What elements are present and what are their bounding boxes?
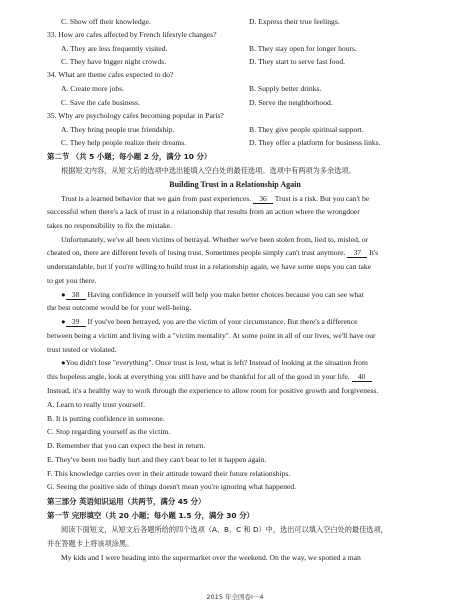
paragraph-line: takes no responsibility to fix the mistake. — [47, 221, 173, 230]
page-footer: 2015 年全国卷Ⅰ－4 — [206, 593, 264, 601]
option-d: D. Express their true feelings. — [249, 17, 340, 26]
paragraph-line: the best outcome would be for your well-being. — [47, 303, 192, 312]
text: Having confidence in yourself will help you make better choices because you can see what — [85, 290, 364, 299]
text: Trust is a learned behavior that we gain from past experiences. — [61, 194, 254, 203]
text: If you've been betrayed, you are the victim of your circumstance. But there's a difference — [85, 317, 358, 326]
choice-item: C. Stop regarding yourself as the victim. — [47, 427, 171, 436]
option-a: A. Create more jobs. — [61, 84, 125, 93]
option-a: A. They bring people true friendship. — [61, 125, 175, 134]
option-d: D. They start to serve fast food. — [249, 57, 346, 66]
blank-39: 39 — [66, 317, 86, 327]
part-instruction: 并在答题卡上将该项涂黑。 — [47, 539, 134, 548]
passage-title: Building Trust in a Relationship Again — [169, 180, 301, 189]
option-a: A. They are less frequently visited. — [61, 44, 168, 53]
option-c: C. Show off their knowledge. — [61, 17, 151, 26]
paragraph-line — [61, 194, 369, 204]
option-d: D. They offer a platform for business links. — [249, 138, 381, 147]
paragraph-line: to get you there. — [47, 276, 97, 285]
paragraph-line: successful when there's a lack of trust in a relationship that results from an action where the wrongdoer — [47, 207, 360, 216]
blank-38: 38 — [66, 290, 86, 300]
option-c: C. Save the cafe business. — [61, 98, 140, 107]
option-c: C. They have bigger night crowds. — [61, 57, 167, 66]
text: cheated on, there are different levels of losing trust. Sometimes people simply can't trust anymore. — [47, 248, 348, 257]
paragraph-line — [61, 317, 357, 327]
sub-heading: 第一节 完形填空（共 20 小题；每小题 1.5 分，满分 30 分） — [47, 511, 254, 520]
paragraph-line: between being a victim and living with a "victim mentality". At some point in all of our lives, we'll have our — [47, 331, 376, 340]
blank-40: 40 — [352, 372, 372, 382]
option-b: B. They stay open for longer hours. — [249, 44, 357, 53]
text: It's — [367, 248, 379, 257]
section-heading: 第二节 （共 5 小题；每小题 2 分，满分 10 分） — [47, 152, 212, 161]
paragraph-line — [47, 248, 378, 258]
bullet-icon: ● — [61, 290, 66, 299]
choice-item: A. Learn to really trust yourself. — [47, 400, 146, 409]
paragraph-line: Unfortunately, we've all been victims of betrayal. Whether we've been stolen from, lied to, misled, or — [61, 235, 369, 244]
option-b: B. They give people spiritual support. — [249, 125, 364, 134]
text: this hopeless angle, look at everything you still have and be thankful for all of the good in your life. — [47, 372, 352, 381]
paragraph-line — [47, 372, 372, 382]
choice-item: E. They've been too badly hurt and they can't bear to let it happen again. — [47, 455, 267, 464]
choice-item: F. This knowledge carries over in their attitude toward their future relationships. — [47, 469, 291, 478]
choice-item: B. It is putting confidence in someone. — [47, 414, 165, 423]
blank-37: 37 — [347, 248, 367, 258]
bullet-icon: ● — [61, 317, 66, 326]
paragraph-line: trust tested or violated. — [47, 345, 117, 354]
question-stem: 34. What are theme cafes expected to do? — [47, 70, 174, 79]
paragraph-line: Instead, it's a healthy way to work through the experience to allow room for positive growth and forgiveness. — [47, 386, 379, 395]
part-heading: 第三部分 英语知识运用（共两节，满分 45 分） — [47, 497, 206, 506]
paragraph-line: understandable, but if you're willing to build trust in a relationship again, we have some steps you can take — [47, 262, 372, 271]
option-b: B. Supply better drinks. — [249, 84, 322, 93]
option-d: D. Serve the neighborhood. — [249, 98, 333, 107]
choice-item: D. Remember that you can expect the best in return. — [47, 441, 206, 450]
paragraph-line — [61, 290, 364, 300]
text: Trust is a risk. But you can't be — [273, 194, 370, 203]
section-instruction: 根据短文内容，从短文后的选项中选出能填入空白处的最佳选项。选项中有两项为多余选项。 — [61, 166, 356, 175]
choice-item: G. Seeing the positive side of things doesn't mean you're ignoring what happened. — [47, 482, 297, 491]
blank-36: 36 — [253, 194, 273, 204]
paragraph-line: ●You didn't lose "everything". Once trust is lost, what is left? Instead of looking at the situation from — [61, 358, 368, 367]
option-c: C. They help people realize their dreams. — [61, 138, 187, 147]
question-stem: 35. Why are psychology cafes becoming popular in Paris? — [47, 111, 224, 120]
passage-text: My kids and I were heading into the supermarket over the weekend. On the way, we spotted a man — [61, 553, 361, 562]
question-stem: 33. How are cafes affected by French lifestyle changes? — [47, 30, 217, 39]
part-instruction: 阅读下面短文，从短文后各题所给的四个选项（A、B、C 和 D）中，选出可以填入空白处的最佳选项， — [61, 525, 388, 534]
